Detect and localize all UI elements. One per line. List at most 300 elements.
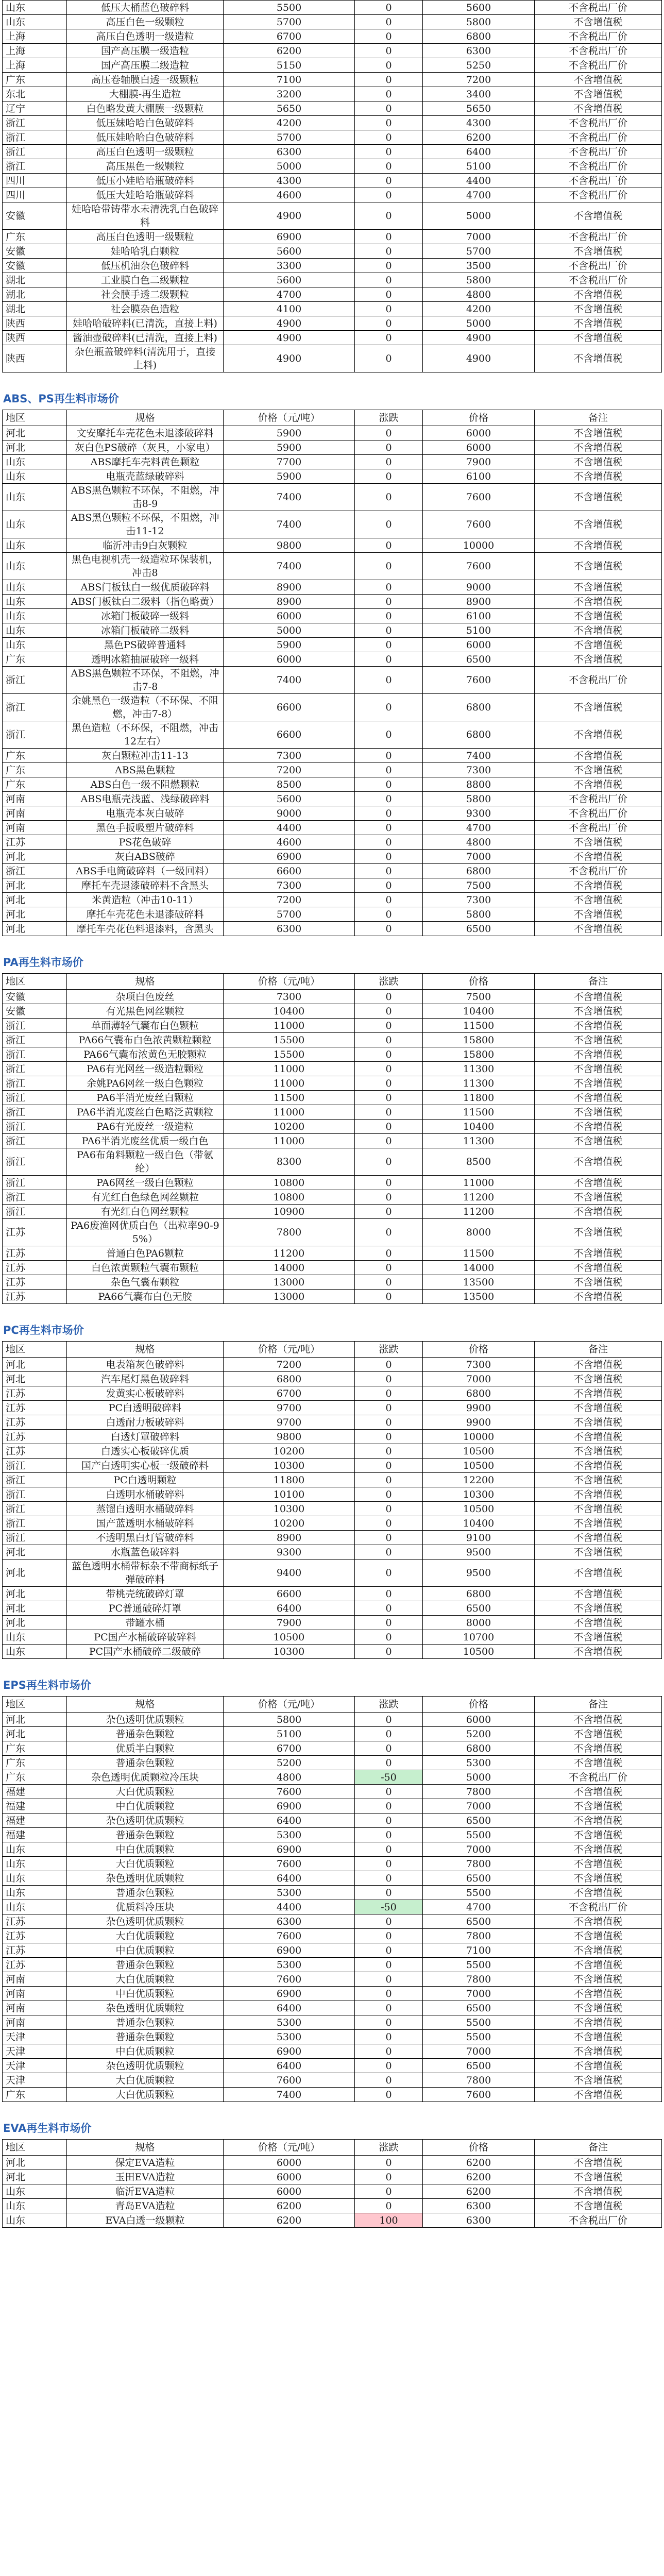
price-cell: 5650 [224, 101, 355, 116]
table-row [3, 1401, 662, 1415]
table-row [3, 116, 662, 130]
spec-cell: 杂色透明优质颗粒 [67, 2001, 224, 2015]
remark-cell: 不含增值税 [535, 850, 662, 864]
change-cell: 0 [355, 2073, 423, 2088]
region-header: 地区 [3, 1342, 67, 1358]
spec-cell: 中白优质颗粒 [67, 1799, 224, 1814]
remark-cell: 不含增值税 [535, 1871, 662, 1886]
table-row [3, 1004, 662, 1019]
region-cell: 浙江 [3, 1502, 67, 1516]
region-cell: 福建 [3, 1814, 67, 1828]
price-cell: 8300 [224, 1148, 355, 1176]
spec-cell: 白色略发黄大棚膜一级颗粒 [67, 101, 224, 116]
region-cell: 河南 [3, 1987, 67, 2001]
region-cell: 浙江 [3, 1516, 67, 1531]
table-row [3, 345, 662, 372]
price-high-cell: 7000 [423, 1842, 535, 1857]
price-high-cell: 11300 [423, 1076, 535, 1091]
table-row [3, 440, 662, 455]
spec-cell: 国产白透明实心板一级破碎料 [67, 1459, 224, 1473]
spec-cell: 黑色造粒（不环保，不阻燃，冲击12左右） [67, 721, 224, 749]
change-cell: 0 [355, 188, 423, 202]
table-row [3, 749, 662, 763]
remark-cell: 不含增值税 [535, 1857, 662, 1871]
price-cell: 10200 [224, 1444, 355, 1459]
spec-header: 规格 [67, 1697, 224, 1713]
change-cell: 0 [355, 469, 423, 484]
price-table [2, 1341, 662, 1659]
spec-cell: 优质半白颗粒 [67, 1741, 224, 1756]
price-high-cell: 6500 [423, 652, 535, 667]
price-cell: 10300 [224, 1459, 355, 1473]
price-cell: 4400 [224, 821, 355, 835]
price-cell: 5700 [224, 130, 355, 145]
remark-cell: 不含税出厂价 [535, 58, 662, 73]
table-row [3, 1190, 662, 1205]
price-high-cell: 10400 [423, 1004, 535, 1019]
price-high-cell: 10500 [423, 1645, 535, 1659]
change-cell: 0 [355, 130, 423, 145]
price-high-cell: 7000 [423, 230, 535, 244]
change-header: 涨跌 [355, 2140, 423, 2156]
change-cell: 0 [355, 721, 423, 749]
price-high-cell: 14000 [423, 1261, 535, 1275]
region-header: 地区 [3, 1697, 67, 1713]
spec-cell: 电瓶壳蓝绿破碎料 [67, 469, 224, 484]
price-cell: 9000 [224, 806, 355, 821]
table-row [3, 553, 662, 580]
table-row [3, 907, 662, 922]
remark-cell: 不含增值税 [535, 835, 662, 850]
table-row [3, 1, 662, 15]
change-cell: 0 [355, 1886, 423, 1900]
region-cell: 江苏 [3, 1261, 67, 1275]
price-cell: 6900 [224, 1842, 355, 1857]
region-cell: 山东 [3, 1, 67, 15]
table-row [3, 1261, 662, 1275]
remark-cell: 不含增值税 [535, 1987, 662, 2001]
price-high-cell: 6000 [423, 638, 535, 652]
price-high-cell: 7300 [423, 763, 535, 777]
region-cell: 河北 [3, 1372, 67, 1386]
price-high-cell: 11200 [423, 1190, 535, 1205]
price-cell: 7300 [224, 878, 355, 893]
remark-cell: 不含税出厂价 [535, 273, 662, 287]
region-cell: 江苏 [3, 1290, 67, 1304]
region-cell: 广东 [3, 1770, 67, 1785]
table-row [3, 1814, 662, 1828]
region-cell: 山东 [3, 553, 67, 580]
price-cell: 6900 [224, 1987, 355, 2001]
remark-cell: 不含增值税 [535, 1741, 662, 1756]
region-cell: 山东 [3, 623, 67, 638]
price-cell: 6600 [224, 1587, 355, 1601]
region-cell: 浙江 [3, 1047, 67, 1062]
price-high-cell: 8900 [423, 595, 535, 609]
region-cell: 河北 [3, 426, 67, 440]
region-cell: 河南 [3, 2001, 67, 2015]
remark-cell: 不含增值税 [535, 2199, 662, 2213]
table-row [3, 595, 662, 609]
change-cell: 0 [355, 1246, 423, 1261]
region-cell: 山东 [3, 15, 67, 29]
price-cell: 11800 [224, 1473, 355, 1487]
price-cell: 10900 [224, 1205, 355, 1219]
price-cell: 10800 [224, 1176, 355, 1190]
price-high-cell: 9100 [423, 1531, 535, 1545]
region-cell: 广东 [3, 763, 67, 777]
change-cell: 0 [355, 1401, 423, 1415]
table-row [3, 1047, 662, 1062]
remark-cell: 不含增值税 [535, 1713, 662, 1727]
table-row [3, 1756, 662, 1770]
price-header: 价格（元/吨） [224, 2140, 355, 2156]
price-cell: 6400 [224, 1601, 355, 1616]
region-cell: 山东 [3, 595, 67, 609]
spec-cell: PC白透明颗粒 [67, 1473, 224, 1487]
table-row [3, 1444, 662, 1459]
remark-cell: 不含增值税 [535, 1134, 662, 1148]
spec-cell: 白透明水桶破碎料 [67, 1487, 224, 1502]
change-cell: 0 [355, 1545, 423, 1560]
spec-cell: 低压大桶蓝色破碎料 [67, 1, 224, 15]
table-row [3, 1502, 662, 1516]
table-row [3, 1886, 662, 1900]
table-row [3, 244, 662, 259]
change-cell: 0 [355, 1004, 423, 1019]
price-high-cell: 5000 [423, 1770, 535, 1785]
spec-cell: 白透耐力板破碎料 [67, 1415, 224, 1430]
price-high-cell: 5800 [423, 792, 535, 806]
price-high-cell: 7600 [423, 667, 535, 694]
region-cell: 河北 [3, 893, 67, 907]
remark-cell: 不含税出厂价 [535, 864, 662, 878]
region-cell: 福建 [3, 1799, 67, 1814]
spec-cell: 大白优质颗粒 [67, 1785, 224, 1799]
change-cell: 0 [355, 316, 423, 331]
change-cell: 0 [355, 2170, 423, 2184]
price-high-cell: 6200 [423, 2184, 535, 2199]
region-cell: 浙江 [3, 1091, 67, 1105]
remark-cell: 不含增值税 [535, 1630, 662, 1645]
remark-cell: 不含增值税 [535, 609, 662, 623]
table-row [3, 1630, 662, 1645]
table-row [3, 1828, 662, 1842]
remark-cell: 不含增值税 [535, 538, 662, 553]
spec-cell: 国产高压膜一级造粒 [67, 44, 224, 58]
price-cell: 6300 [224, 1914, 355, 1929]
price-high-cell: 6200 [423, 2156, 535, 2170]
remark-cell: 不含增值税 [535, 1386, 662, 1401]
section-gap [0, 1304, 664, 1319]
spec-cell: 大白优质颗粒 [67, 1929, 224, 1943]
change-cell: 0 [355, 1372, 423, 1386]
price-cell: 5600 [224, 273, 355, 287]
table-row [3, 230, 662, 244]
table-row [3, 1019, 662, 1033]
price-cell: 5200 [224, 1756, 355, 1770]
region-cell: 山东 [3, 638, 67, 652]
change-cell: 0 [355, 609, 423, 623]
price-cell: 9300 [224, 1545, 355, 1560]
price-high-cell: 5500 [423, 2015, 535, 2030]
remark-cell: 不含增值税 [535, 1004, 662, 1019]
region-cell: 河南 [3, 792, 67, 806]
change-cell: 0 [355, 1134, 423, 1148]
change-cell: 0 [355, 244, 423, 259]
table-row [3, 273, 662, 287]
price-high-cell: 4300 [423, 116, 535, 130]
price-cell: 5000 [224, 159, 355, 174]
change-cell: 0 [355, 1091, 423, 1105]
table-row [3, 864, 662, 878]
table-row [3, 1372, 662, 1386]
region-cell: 浙江 [3, 1190, 67, 1205]
price-high-cell: 6000 [423, 1713, 535, 1727]
table-row [3, 1727, 662, 1741]
spec-cell: 有光红白色绿色网丝颗粒 [67, 1190, 224, 1205]
table-row [3, 1929, 662, 1943]
price-header: 价格（元/吨） [224, 974, 355, 990]
region-cell: 浙江 [3, 864, 67, 878]
spec-cell: 中白优质颗粒 [67, 2044, 224, 2059]
table-row [3, 1741, 662, 1756]
region-cell: 山东 [3, 609, 67, 623]
table-header-row [3, 974, 662, 990]
change-cell: 0 [355, 763, 423, 777]
table-row [3, 331, 662, 345]
change-cell: 0 [355, 1176, 423, 1190]
remark-cell: 不含增值税 [535, 244, 662, 259]
region-cell: 浙江 [3, 1105, 67, 1120]
change-cell: 0 [355, 44, 423, 58]
table-row [3, 174, 662, 188]
price-cell: 7900 [224, 1616, 355, 1630]
price-cell: 6900 [224, 850, 355, 864]
spec-cell: 临沂EVA造粒 [67, 2184, 224, 2199]
section-title: PC再生料市场价 [3, 1324, 84, 1336]
table-row [3, 87, 662, 101]
table-row [3, 1062, 662, 1076]
remark-cell: 不含增值税 [535, 1587, 662, 1601]
price-high-cell: 7000 [423, 2044, 535, 2059]
change-cell: 0 [355, 1386, 423, 1401]
price-cell: 5700 [224, 15, 355, 29]
spec-cell: ABS黑色颗粒不环保，不阻燃，冲击11-12 [67, 511, 224, 538]
remark-cell: 不含税出厂价 [535, 174, 662, 188]
remark-cell: 不含税出厂价 [535, 116, 662, 130]
region-cell: 山东 [3, 2213, 67, 2228]
change-cell: 0 [355, 595, 423, 609]
spec-cell: 黑色PS破碎普通料 [67, 638, 224, 652]
price-header: 价格（元/吨） [224, 1342, 355, 1358]
change-cell: 0 [355, 2059, 423, 2073]
spec-cell: 水瓶蓝色破碎料 [67, 1545, 224, 1560]
price-high-cell: 10500 [423, 1444, 535, 1459]
remark-cell: 不含增值税 [535, 331, 662, 345]
region-cell: 浙江 [3, 1019, 67, 1033]
spec-cell: PC国产水桶破碎二级破碎 [67, 1645, 224, 1659]
region-cell: 河北 [3, 1727, 67, 1741]
price-cell: 6900 [224, 230, 355, 244]
region-cell: 河南 [3, 806, 67, 821]
spec-cell: 摩托车壳花色料退漆料，含黑头 [67, 922, 224, 936]
change-cell: 0 [355, 835, 423, 850]
remark-cell: 不含增值税 [535, 907, 662, 922]
remark-cell: 不含增值税 [535, 1531, 662, 1545]
remark-cell: 不含增值税 [535, 595, 662, 609]
region-cell: 江苏 [3, 1401, 67, 1415]
spec-cell: 玉田EVA造粒 [67, 2170, 224, 2184]
remark-cell: 不含增值税 [535, 1972, 662, 1987]
change-cell: 0 [355, 1828, 423, 1842]
section-title: ABS、PS再生料市场价 [3, 393, 119, 405]
table-header-row [3, 2140, 662, 2156]
remark-cell: 不含增值税 [535, 287, 662, 302]
table-row [3, 1601, 662, 1616]
spec-cell: PA6半消光废丝白色略泛黄颗粒 [67, 1105, 224, 1120]
spec-cell: ABS黑色颗粒不环保，不阻燃，冲击8-9 [67, 484, 224, 511]
price-cell: 5900 [224, 440, 355, 455]
table-row [3, 2213, 662, 2228]
remark-cell: 不含增值税 [535, 922, 662, 936]
region-cell: 辽宁 [3, 101, 67, 116]
region-cell: 福建 [3, 1828, 67, 1842]
change-cell: 0 [355, 1727, 423, 1741]
region-cell: 浙江 [3, 667, 67, 694]
table-row [3, 1531, 662, 1545]
remark-cell: 不含增值税 [535, 1487, 662, 1502]
remark-cell: 不含增值税 [535, 302, 662, 316]
table-row [3, 1914, 662, 1929]
price-cell: 4900 [224, 345, 355, 372]
table-row [3, 1358, 662, 1372]
region-cell: 浙江 [3, 1120, 67, 1134]
price-cell: 6200 [224, 2213, 355, 2228]
change-cell: 0 [355, 1261, 423, 1275]
region-cell: 浙江 [3, 1473, 67, 1487]
region-cell: 山东 [3, 1900, 67, 1914]
price-cell: 5800 [224, 1713, 355, 1727]
region-header: 地区 [3, 2140, 67, 2156]
change-cell: 0 [355, 1275, 423, 1290]
region-header: 地区 [3, 410, 67, 426]
change-cell: 0 [355, 1358, 423, 1372]
price-cell: 5600 [224, 792, 355, 806]
spec-cell: ABS门板钛白二级料（指色略黄） [67, 595, 224, 609]
spec-cell: 低压娃哈哈白色破碎料 [67, 130, 224, 145]
region-cell: 江苏 [3, 1943, 67, 1958]
spec-cell: PA6废渔网优质白色（出粒率90-95%） [67, 1219, 224, 1246]
table-header-row [3, 410, 662, 426]
price-high-cell: 8500 [423, 1148, 535, 1176]
price-high-cell: 5250 [423, 58, 535, 73]
remark-cell: 不含增值税 [535, 878, 662, 893]
remark-cell: 不含增值税 [535, 1372, 662, 1386]
price-high-cell: 7600 [423, 511, 535, 538]
remark-cell: 不含增值税 [535, 1828, 662, 1842]
change-cell: 0 [355, 652, 423, 667]
price-cell: 6000 [224, 2156, 355, 2170]
region-cell: 广东 [3, 1741, 67, 1756]
price-high-cell: 10000 [423, 1430, 535, 1444]
change-cell: 0 [355, 273, 423, 287]
remark-cell: 不含增值税 [535, 2156, 662, 2170]
price-high-cell: 6400 [423, 145, 535, 159]
price-high-cell: 6000 [423, 440, 535, 455]
section-title: PA再生料市场价 [3, 956, 83, 969]
change-cell: 0 [355, 1, 423, 15]
table-row [3, 721, 662, 749]
table-row [3, 484, 662, 511]
change-cell: 0 [355, 1756, 423, 1770]
spec-cell: 中白优质颗粒 [67, 1943, 224, 1958]
spec-cell: 低压机油杂色破碎料 [67, 259, 224, 273]
price-high-cell: 4200 [423, 302, 535, 316]
remark-cell: 不含增值税 [535, 455, 662, 469]
spec-cell: 高压黑色一级颗粒 [67, 159, 224, 174]
change-cell: 0 [355, 1047, 423, 1062]
price-cell: 5150 [224, 58, 355, 73]
price-cell: 7700 [224, 455, 355, 469]
table-row [3, 1871, 662, 1886]
price-high-header: 价格 [423, 974, 535, 990]
price-cell: 10300 [224, 1502, 355, 1516]
price-high-cell: 10400 [423, 1120, 535, 1134]
table-row [3, 2170, 662, 2184]
change-cell: 0 [355, 1290, 423, 1304]
spec-cell: ABS白色一级不阻燃颗粒 [67, 777, 224, 792]
price-high-cell: 6500 [423, 922, 535, 936]
table-row [3, 1645, 662, 1659]
price-cell: 10200 [224, 1516, 355, 1531]
price-high-cell: 11500 [423, 1246, 535, 1261]
price-high-cell: 7600 [423, 553, 535, 580]
table-row [3, 2184, 662, 2199]
price-high-cell: 10700 [423, 1630, 535, 1645]
table-row [3, 990, 662, 1004]
price-cell: 6800 [224, 1372, 355, 1386]
price-high-cell: 11300 [423, 1062, 535, 1076]
spec-cell: 保定EVA造粒 [67, 2156, 224, 2170]
table-row [3, 469, 662, 484]
spec-cell: 蒸馏白透明水桶破碎料 [67, 1502, 224, 1516]
table-row [3, 792, 662, 806]
table-row [3, 1958, 662, 1972]
price-cell: 7600 [224, 1785, 355, 1799]
spec-cell: 灰白颗粒冲击11-13 [67, 749, 224, 763]
spec-cell: ABS门板钛白一级优质破碎料 [67, 580, 224, 595]
remark-cell: 不含增值税 [535, 1516, 662, 1531]
table-row [3, 638, 662, 652]
region-cell: 河南 [3, 1972, 67, 1987]
region-cell: 浙江 [3, 130, 67, 145]
change-cell: 0 [355, 73, 423, 87]
region-cell: 浙江 [3, 1033, 67, 1047]
price-cell: 4600 [224, 188, 355, 202]
price-high-cell: 7200 [423, 73, 535, 87]
price-table [2, 0, 662, 372]
table-row [3, 302, 662, 316]
price-cell: 5100 [224, 1727, 355, 1741]
remark-cell: 不含税出厂价 [535, 1900, 662, 1914]
region-cell: 广东 [3, 777, 67, 792]
price-high-cell: 10000 [423, 538, 535, 553]
change-cell: 0 [355, 1630, 423, 1645]
region-cell: 河北 [3, 878, 67, 893]
spec-cell: ABS手电筒破碎料（一级回料） [67, 864, 224, 878]
change-cell: 0 [355, 145, 423, 159]
